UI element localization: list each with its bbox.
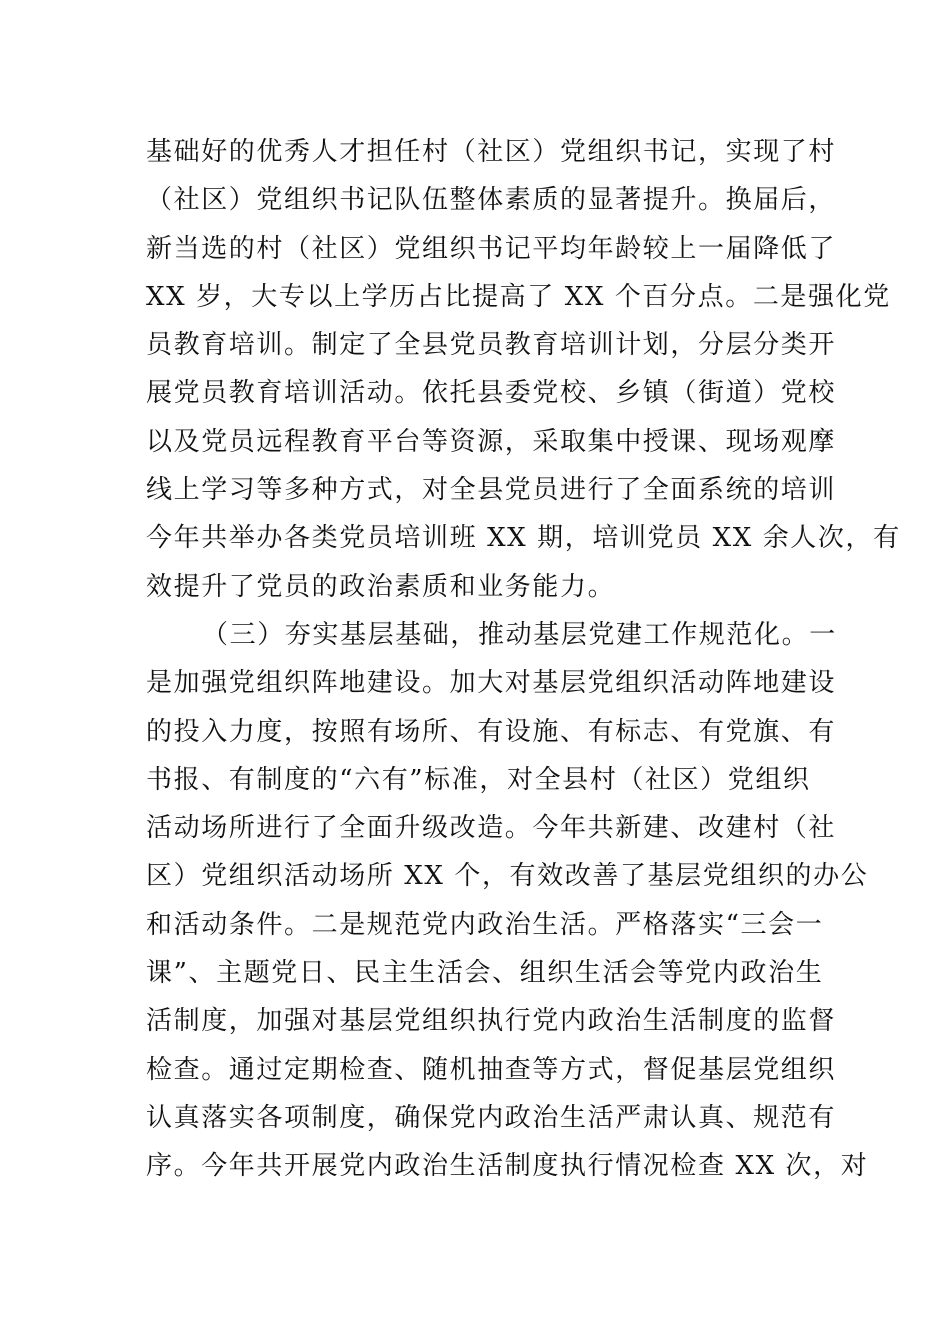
text-line: 以及党员远程教育平台等资源，采取集中授课、现场观摩 <box>146 426 837 457</box>
text-line: 展党员教育培训活动。依托县委党校、乡镇（街道）党校 <box>146 378 837 409</box>
text-line: 线上学习等多种方式，对全县党员进行了全面系统的培训 <box>146 475 837 506</box>
text-line: 书报、有制度的“六有”标准，对全县村（社区）党组织 <box>146 764 811 795</box>
text-line: 序。今年共开展党内政治生活制度执行情况检查 XX 次，对 <box>146 1151 869 1182</box>
text-line: 认真落实各项制度，确保党内政治生活严肃认真、规范有 <box>146 1102 837 1133</box>
body-text <box>146 128 901 1191</box>
text-line: 基础好的优秀人才担任村（社区）党组织书记，实现了村 <box>146 137 837 167</box>
text-line: 检查。通过定期检查、随机抽查等方式，督促基层党组织 <box>146 1054 837 1085</box>
text-line: 活制度，加强对基层党组织执行党内政治生活制度的监督 <box>146 1006 837 1037</box>
section-heading-line: （三）夯实基层基础，推动基层党建工作规范化。一 <box>202 619 837 650</box>
text-line: 和活动条件。二是规范党内政治生活。严格落实“三会一 <box>146 909 824 940</box>
text-line: 课”、主题党日、民主生活会、组织生活会等党内政治生 <box>146 958 824 989</box>
text-line: 新当选的村（社区）党组织书记平均年龄较上一届降低了 <box>146 233 837 264</box>
text-line: XX 岁，大专以上学历占比提高了 XX 个百分点。二是强化党 <box>146 281 891 312</box>
text-line: 是加强党组织阵地建设。加大对基层党组织活动阵地建设 <box>146 668 837 699</box>
text-line: 的投入力度，按照有场所、有设施、有标志、有党旗、有 <box>146 716 837 747</box>
text-line: （社区）党组织书记队伍整体素质的显著提升。换届后， <box>146 185 837 216</box>
text-line: 效提升了党员的政治素质和业务能力。 <box>146 571 616 602</box>
text-line: 区）党组织活动场所 XX 个，有效改善了基层党组织的办公 <box>146 861 869 892</box>
text-line: 今年共举办各类党员培训班 XX 期，培训党员 XX 余人次，有 <box>146 523 901 554</box>
text-line: 员教育培训。制定了全县党员教育培训计划，分层分类开 <box>146 330 837 361</box>
text-line: 活动场所进行了全面升级改造。今年共新建、改建村（社 <box>146 813 837 844</box>
